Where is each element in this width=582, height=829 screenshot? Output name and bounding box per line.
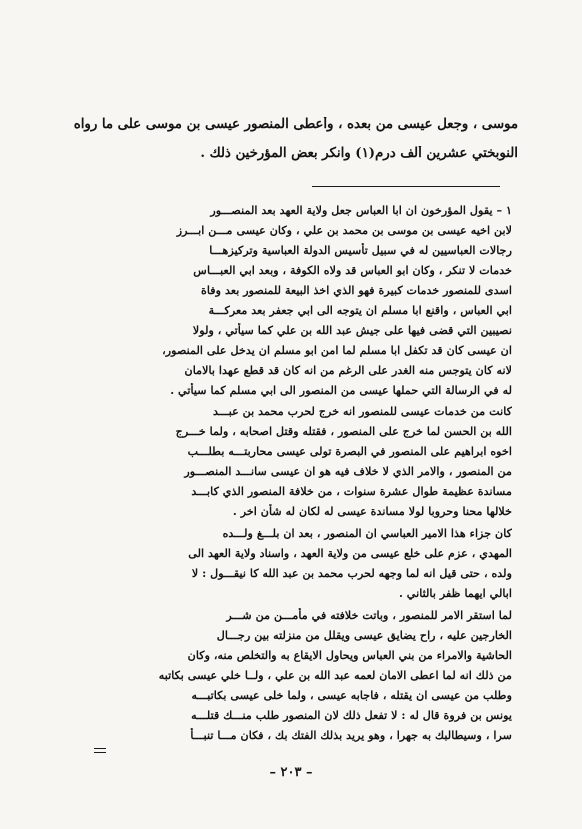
text-line: اخوه ابراهيم على المنصور في البصرة تولى عيسى محاربتـــه بطلـــب: [187, 444, 512, 458]
text-line: رجالات العباسيين له في سبيل تأسيس الدولة العباسية وتركيزهـــا: [209, 243, 512, 257]
text-line: اسدى للمنصور خدمات كبيرة فهو الذي اخذ البيعة للمنصور بعد وفاة: [201, 283, 512, 297]
continuation-mark: [94, 752, 106, 753]
text-line: نصيبين التي قضى فيها على جيش عبد الله بن علي كما سيأتي ، ولولا: [192, 323, 512, 337]
page-number: – ٢٠٣ –: [269, 765, 313, 780]
text-line: الخارجين عليه ، راح يضايق عيسى ويقلل من منزلته بين رجـــال: [216, 628, 512, 642]
text-line: ولده ، حتى قيل انه لما وجهه لحرب محمد بن عبد الله كا نيقـــول : لا: [191, 566, 512, 580]
continuation-mark: [94, 748, 106, 749]
text-line: من المنصور ، والامر الذي لا خلاف فيه هو ان عيسى سانـــد المنصـــور: [184, 464, 512, 478]
text-line: موسى ، وجعل عيسى من بعده ، وأعطى المنصور عيسى بن موسى على ما رواه: [73, 117, 518, 132]
text-line: المهدي ، عزم على خلع عيسى من ولاية العهد ، واسناد ولاية العهد الى: [188, 546, 512, 560]
text-line: مساندة عظيمة طوال عشرة سنوات ، من خلافة المنصور الذي كابـــد: [191, 484, 512, 498]
text-line: لانه كان يتوجس منه الغدر على الرغم من انه كان قد قطع عهدا بالامان: [184, 363, 512, 377]
footnote-separator: [312, 186, 500, 187]
text-line: خلالها محنا وحروبا لولا مساندة عيسى له لكان له شأن اخر .: [232, 504, 512, 518]
text-line: ابالي ايهما ظفر بالثاني .: [399, 586, 512, 600]
text-line: يونس بن فروة قال له : لا تفعل ذلك لان المنصور طلب منـــك قتلـــه: [191, 708, 512, 722]
text-line: كان جزاء هذا الامير العباسي ان المنصور ، بعد ان بلـــغ ولـــده: [222, 526, 512, 540]
text-line: كانت من خدمات عيسى للمنصور انه خرج لحرب محمد بن عبـــد: [212, 404, 512, 418]
text-line: لما استقر الامر للمنصور ، وباتت خلافته في مأمـــن من شـــر: [226, 608, 512, 622]
text-line: ابي العباس ، واقنع ابا مسلم ان يتوجه الى ابي جعفر بعد معركـــة: [208, 303, 512, 317]
text-line: وطلب من عيسى ان يقتله ، فاجابه عيسى ، ولما خلى عيسى بكاتبـــه: [191, 688, 512, 702]
text-line: سرا ، وسيطالبك به جهرا ، وهو يريد بذلك الفتك بك ، فكان مـــا تنبـــأ: [190, 728, 512, 742]
text-line: خدمات لا تنكر ، وكان ابو العباس قد ولاه الكوفة ، وبعد ابي العبـــاس: [193, 263, 512, 277]
text-line: من ذلك انه لما اعطى الامان لعمه عبد الله بن علي ، ولــا خلي عيسى بكاتبه: [158, 668, 512, 682]
text-line: له في الرسالة التي حملها عيسى من المنصور الى ابي مسلم كما سيأتي .: [170, 383, 512, 397]
text-line: الله بن الحسن لما خرج على المنصور ، فقتله وقتل اصحابه ، ولما خـــرج: [175, 424, 512, 438]
text-line: ان عيسى كان قد تكفل ابا مسلم لما امن ابو مسلم ان يدخل على المنصور،: [162, 343, 512, 357]
text-line: النوبختي عشرين ألف درم(١) وانكر بعض المؤرخين ذلك .: [200, 146, 518, 161]
text-line: ١ – يقول المؤرخون ان ابا العباس جعل ولاية العهد بعد المنصـــور: [210, 203, 512, 217]
text-line: الحاشية والامراء من بني العباس ويحاول الايقاع به والتخلص منه، وكان: [187, 648, 512, 662]
text-line: لابن اخيه عيسى بن موسى بن محمد بن علي ، وكان عيسى مـــن ابـــرز: [176, 223, 512, 237]
